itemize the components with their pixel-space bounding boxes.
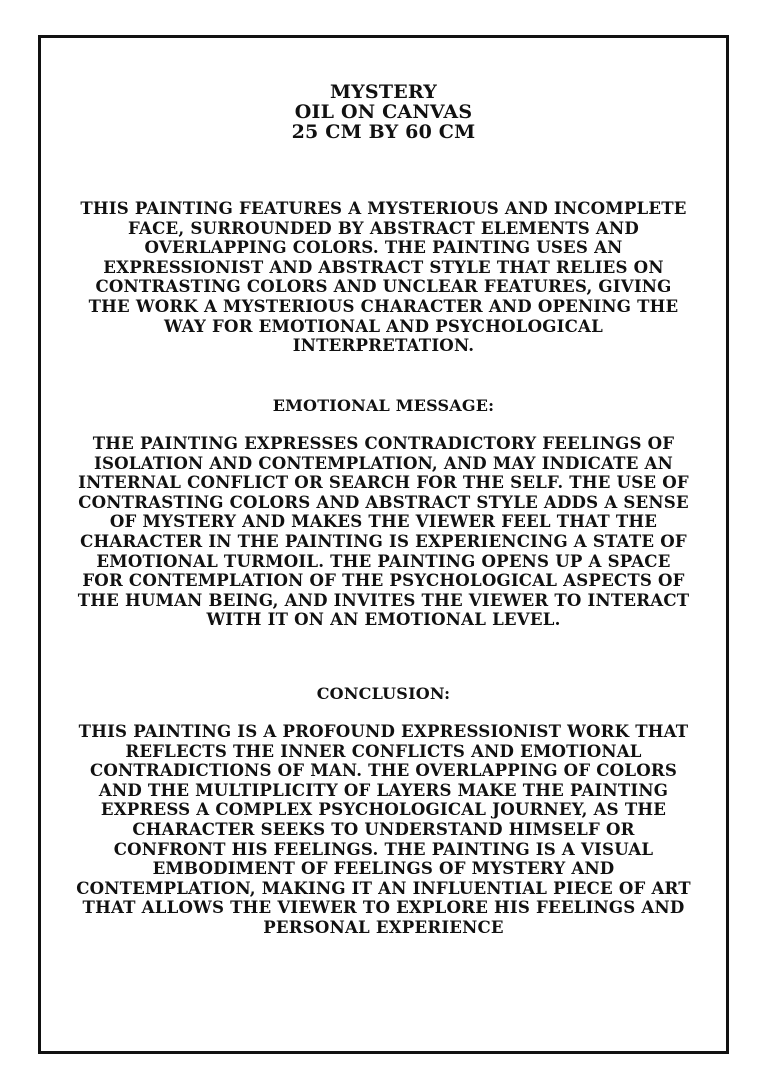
description-paragraph: THIS PAINTING FEATURES A MYSTERIOUS AND INCOMPLETE FACE, SURROUNDED BY ABSTRACT ELEMENTS AND OVERLAPPING COLORS. THE PAINTING USES AN EXPRESSIONIST AND ABSTRACT STYLE THAT RELIES ON CONTRASTING COLORS AND UNCLEAR FEATURES, GIVING THE WORK A MYSTERIOUS CHARACTER AND OPENING THE WAY FOR EMOTIONAL AND PSYCHOLOGICAL INTERPRETATION. bbox=[80, 198, 687, 356]
emotional-message-paragraph: THE PAINTING EXPRESSES CONTRADICTORY FEELINGS OF ISOLATION AND CONTEMPLATION, AND MAY INDICATE AN INTERNAL CONFLICT OR SEARCH FOR THE SELF. THE USE OF CONTRASTING COLORS AND ABSTRACT STYLE ADDS A SENSE OF MYSTERY AND MAKES THE VIEWER FEEL THAT THE CHARACTER IN THE PAINTING IS EXPERIENCING A STATE OF EMOTIONAL TURMOIL. THE PAINTING OPENS UP A SPACE FOR CONTEMPLATION OF THE PSYCHOLOGICAL ASPECTS OF THE HUMAN BEING, AND INVITES THE VIEWER TO INTERACT WITH IT ON AN EMOTIONAL LEVEL. bbox=[77, 433, 690, 630]
conclusion-paragraph: THIS PAINTING IS A PROFOUND EXPRESSIONIST WORK THAT REFLECTS THE INNER CONFLICTS AND EMOTIONAL CONTRADICTIONS OF MAN. THE OVERLAPPING OF COLORS AND THE MULTIPLICITY OF LAYERS MAKE THE PAINTING EXPRESS A COMPLEX PSYCHOLOGICAL JOURNEY, AS THE CHARACTER SEEKS TO UNDERSTAND HIMSELF OR CONFRONT HIS FEELINGS. THE PAINTING IS A VISUAL EMBODIMENT OF FEELINGS OF MYSTERY AND CONTEMPLATION, MAKING IT AN INFLUENTIAL PIECE OF ART THAT ALLOWS THE VIEWER TO EXPLORE HIS FEELINGS AND PERSONAL EXPERIENCE bbox=[76, 721, 691, 937]
artwork-name: MYSTERY bbox=[329, 81, 438, 103]
artwork-title-block bbox=[41, 82, 726, 142]
emotional-message-heading: EMOTIONAL MESSAGE: bbox=[272, 396, 495, 415]
artwork-medium: OIL ON CANVAS bbox=[294, 101, 473, 123]
artwork-size: 25 CM BY 60 CM bbox=[291, 121, 476, 143]
conclusion-heading: CONCLUSION: bbox=[316, 684, 451, 703]
page-border bbox=[38, 35, 729, 1054]
